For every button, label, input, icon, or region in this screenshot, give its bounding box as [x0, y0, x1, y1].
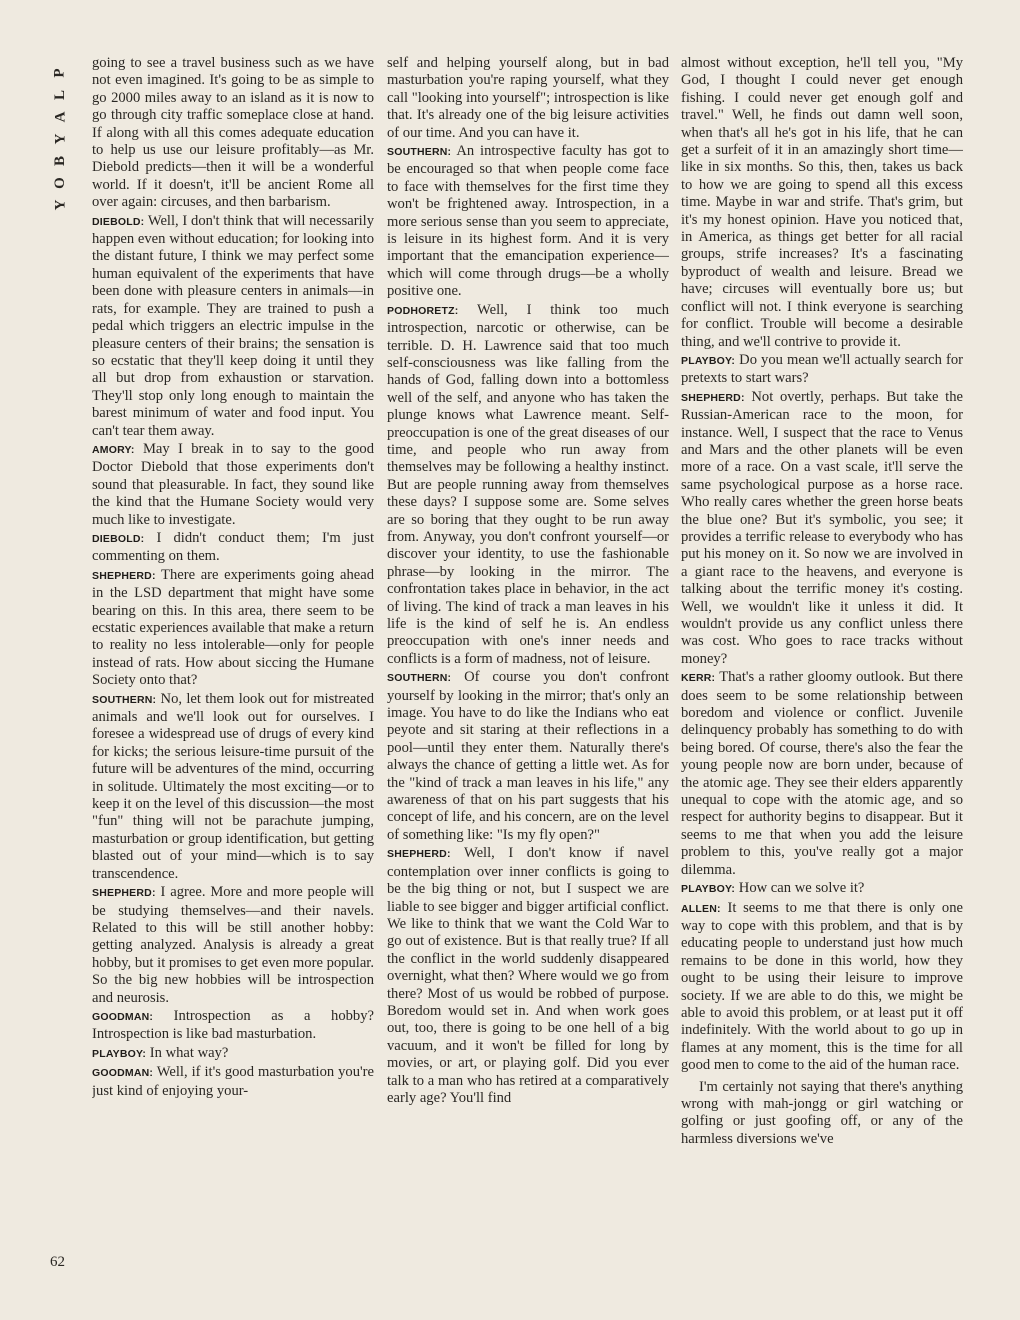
page-number: 62	[50, 1254, 65, 1270]
speaker-name: PLAYBOY:	[681, 354, 736, 367]
paragraph-text: Well, I think too much introspection, narcotic or otherwise, can be terrible. D. H. Lawrence said that too much self-consciousness was like falling from the hands of God, falling down into a bottomless well of the self, and anyone who has taken the plunge knows what Lawrence meant. Self-preoccupation is one of the great diseases of our time, and people who run away from themselves may be following a healthy instinct. But are people running away from themselves these days? I suppose some are. Some selves are so boring that they ought to be run away from. Anyway, you don't confront yourself—or discover your identity, to use the fashionable phrase—by looking in the mirror. The confrontation takes place in behavior, in the act of living. The kind of track a man leaves in his life is the kind of self he is. An endless preoccupation with one's inner needs and conflicts is a form of madness, not of leisure.	[387, 301, 669, 667]
speaker-name: SOUTHERN:	[387, 146, 452, 159]
speaker-name: KERR:	[681, 672, 716, 685]
interview-paragraph	[92, 567, 374, 690]
speaker-name: SHEPHERD:	[387, 848, 451, 861]
interview-paragraph	[92, 884, 374, 1007]
magazine-name-letter: L	[51, 89, 68, 101]
paragraph-text: I'm certainly not saying that there's anything wrong with mah-jongg or girl watching or golfing or just goofing off, or any of the harmless diversions we've	[681, 1078, 963, 1147]
paragraph-text: That's a rather gloomy outlook. But there does seem to be some relationship between boredom and violence or conflict. Juvenile delinquency probably has something to do with being bored. Of course, there's also the fear the young people now are born under, because of the atomic age. They see their elders apparently unequal to cope with the atomic age, and so respect for authority begins to disappear. But it seems to me that when you add the leisure problem to this, you've really got a major dilemma.	[681, 669, 963, 878]
paragraph-text: Introspection as a hobby? Introspection is like bad masturbation.	[92, 1007, 374, 1043]
interview-paragraph	[387, 302, 669, 669]
paragraph-text: It seems to me that there is only one way to cope with this problem, and that is by educating people to understand just how much remains to be done in this world, how they ought to be using their leisure to improve society. If we are able to do this, we might be able to avoid this problem, or at least put it off indefinitely. With the world about to go up in flames at any moment, this is the time for all good men to come to the aid of the human race.	[681, 899, 963, 1074]
paragraph-text: Do you mean we'll actually search for pretexts to start wars?	[681, 351, 963, 387]
speaker-name: GOODMAN:	[92, 1067, 154, 1080]
paragraph-text: Well, if it's good masturbation you're just kind of enjoying your-	[92, 1064, 374, 1099]
paragraph-text: I didn't conduct them; I'm just commenting on them.	[92, 529, 374, 565]
paragraph-text: There are experiments going ahead in the LSD department that might have some bearing on this. In this area, there seem to be ecstatic experiences available that make a return to reality no less intolerable—only for people instead of rats. How about siccing the Humane Society onto that?	[92, 566, 374, 689]
paragraph-text: In what way?	[149, 1044, 229, 1061]
interview-paragraph	[387, 845, 669, 1107]
interview-paragraph	[92, 1008, 374, 1044]
speaker-name: SHEPHERD:	[92, 887, 156, 900]
speaker-name: SOUTHERN:	[92, 693, 157, 706]
speaker-name: GOODMAN:	[92, 1010, 154, 1023]
speaker-name: PLAYBOY:	[681, 883, 736, 896]
interview-paragraph	[92, 691, 374, 883]
paragraph-text: Well, I don't know if navel contemplation over inner conflicts is going to be the big thing or not, but I suspect we are liable to see bigger and bigger artificial conflict. We like to think that we want the Cold War to go out of existence. But is that really true? If all the conflict in the world suddenly disappeared overnight, what then? Where would we go from there? Most of us would be robbed of purpose. Boredom would set in. And when work goes out, too, there is going to be one hell of a big vacuum, and it won't be filled for long by movies, or art, or playing golf. Did you ever talk to a man who has retired at a comparatively early age? You'll find	[387, 845, 669, 1106]
magazine-name-letter: Y	[52, 133, 68, 145]
interview-paragraph	[681, 1079, 963, 1149]
magazine-name-letter: O	[51, 177, 68, 189]
interview-paragraph	[681, 669, 963, 879]
paragraph-text: going to see a travel business such as we have not even imagined. It's going to be as simple to go 2000 miles away to an island as it is now to go through city traffic someplace close at hand. If along with all this comes adequate education to help us use our leisure profitably—as Mr. Diebold predicts—then it will be a wonderful world. If it doesn't, it'll be ancient Rome all over again: circuses, and then barbarism.	[92, 55, 374, 211]
interview-paragraph	[681, 55, 963, 351]
speaker-name: ALLEN:	[681, 902, 721, 915]
magazine-name-letter: Y	[52, 199, 68, 211]
magazine-name-letter: B	[51, 155, 68, 167]
interview-paragraph	[681, 352, 963, 388]
magazine-name-letter: P	[51, 68, 68, 78]
magazine-name-letter: A	[52, 111, 68, 123]
speaker-name: PODHORETZ:	[387, 304, 459, 317]
magazine-name-vertical	[50, 62, 70, 216]
interview-paragraph	[92, 213, 374, 440]
paragraph-text: An introspective faculty has got to be encouraged so that when people come face to face with themselves for the first time they won't be frightened away. Introspection, in a more serious sense than you seem to appreciate, is leisure in its highest form. And it is very important that the emancipation experience—which will come through drugs—be a wholly positive one.	[387, 143, 669, 300]
paragraph-text: How can we solve it?	[738, 880, 865, 897]
interview-paragraph	[92, 1045, 374, 1063]
text-column-2	[387, 55, 669, 1270]
paragraph-text: I agree. More and more people will be studying themselves—and their navels. Related to this will be still another hobby: getting analyzed. Analysis is already a great hobby, but it promises to get even more popular. So the big new hobbies will be introspection and neurosis.	[92, 884, 374, 1006]
text-column-3	[681, 55, 963, 1270]
interview-paragraph	[92, 530, 374, 566]
interview-paragraph	[387, 143, 669, 301]
interview-paragraph	[681, 900, 963, 1075]
interview-paragraph	[92, 1064, 374, 1100]
speaker-name: SOUTHERN:	[387, 672, 452, 685]
paragraph-text: self and helping yourself along, but in bad masturbation you're raping yourself, what they call "looking into yourself"; introspection is like that. It's already one of the big leisure activities of our time. And you can have it.	[387, 55, 669, 141]
speaker-name: DIEBOLD:	[92, 215, 145, 228]
speaker-name: SHEPHERD:	[92, 569, 156, 582]
interview-paragraph	[92, 55, 374, 212]
text-column-1	[92, 55, 374, 1270]
interview-paragraph	[681, 389, 963, 669]
paragraph-text: Of course you don't confront yourself by looking in the mirror; that's only an image. You have to do like the Indians who eat peyote and sit staring at their reflections in a pool—until they enter them. Naturally there's always the chance of getting a little wet. As for the "kind of track a man leaves in his life," any awareness of that on his part suggests that his concept of life, and his concern, are on the level of something like: "Is my fly open?"	[387, 669, 669, 843]
speaker-name: DIEBOLD:	[92, 532, 145, 545]
paragraph-text: Well, I don't think that will necessarily happen even without education; for looking into the distant future, I think we may perfect some human equivalent of the experiments that have been done with pleasure centers in animals—in rats, for example. They are trained to push a pedal which triggers an electric impulse in the pleasure centers of their brains; the sensation is so ecstatic that they'll keep doing it until they all but drop from exhaustion or starvation. They'll stop only long enough to maintain the barest minimum of water and food input. You can't tear them away.	[92, 212, 374, 439]
speaker-name: AMORY:	[92, 443, 135, 456]
paragraph-text: Not overtly, perhaps. But take the Russian-American race to the moon, for instance. Well, I suspect that the race to Venus and Mars and the other planets will be even more of a race. On a vast scale, it'll serve the same psychological purpose as a horse race. Who really cares whether the green horse beats the blue one? But it's symbolic, you see; it provides a terrific release to everybody who has put his money on it. So now we are involved in a giant race to the heavens, and everyone is talking about the terrific money it's costing. Well, we wouldn't like it unless it did. It wouldn't provide us any conflict unless there was cost. Who goes to race tracks without money?	[681, 388, 963, 667]
paragraph-text: May I break in to say to the good Doctor Diebold that those experiments don't sound that pleasurable. In fact, they sound like the kind that the Humane Society would very much like to investigate.	[92, 440, 374, 528]
interview-paragraph	[387, 55, 669, 142]
interview-paragraph	[387, 669, 669, 844]
speaker-name: PLAYBOY:	[92, 1047, 147, 1060]
speaker-name: SHEPHERD:	[681, 391, 745, 404]
paragraph-text: No, let them look out for mistreated animals and we'll look out for ourselves. I foresee a widespread use of drugs of every kind for kicks; the serious leisure-time pursuit of the future will be adventures of the mind, occurring in solitude. Ultimately the most exciting—or to keep it on the level of this discussion—the most "fun" thing will not be parachute jumping, masturbation or group identification, but getting blasted out of your mind—which is to say transcendence.	[92, 690, 374, 882]
interview-paragraph	[92, 441, 374, 529]
interview-paragraph	[681, 880, 963, 898]
paragraph-text: almost without exception, he'll tell you, "My God, I thought I could never get enough fishing. I could never get enough golf and travel." Well, he finds out damn well soon, when that's all he's got in his life, that he can get a surfeit of it in an amazingly short time—like in six months. So this, then, takes us back to how we are going to spend all this excess time. Maybe in war and strife. That's grim, but it's my honest opinion. Have you noticed that, in America, as things get better for all racial groups, strife increases? It's a fascinating byproduct of wealth and leisure. Bread we have; circuses will eventually bore us; but conflict will not. I think everyone is searching for conflict. Trouble will become a desirable thing, and we'll contrive to provide it.	[681, 55, 963, 350]
